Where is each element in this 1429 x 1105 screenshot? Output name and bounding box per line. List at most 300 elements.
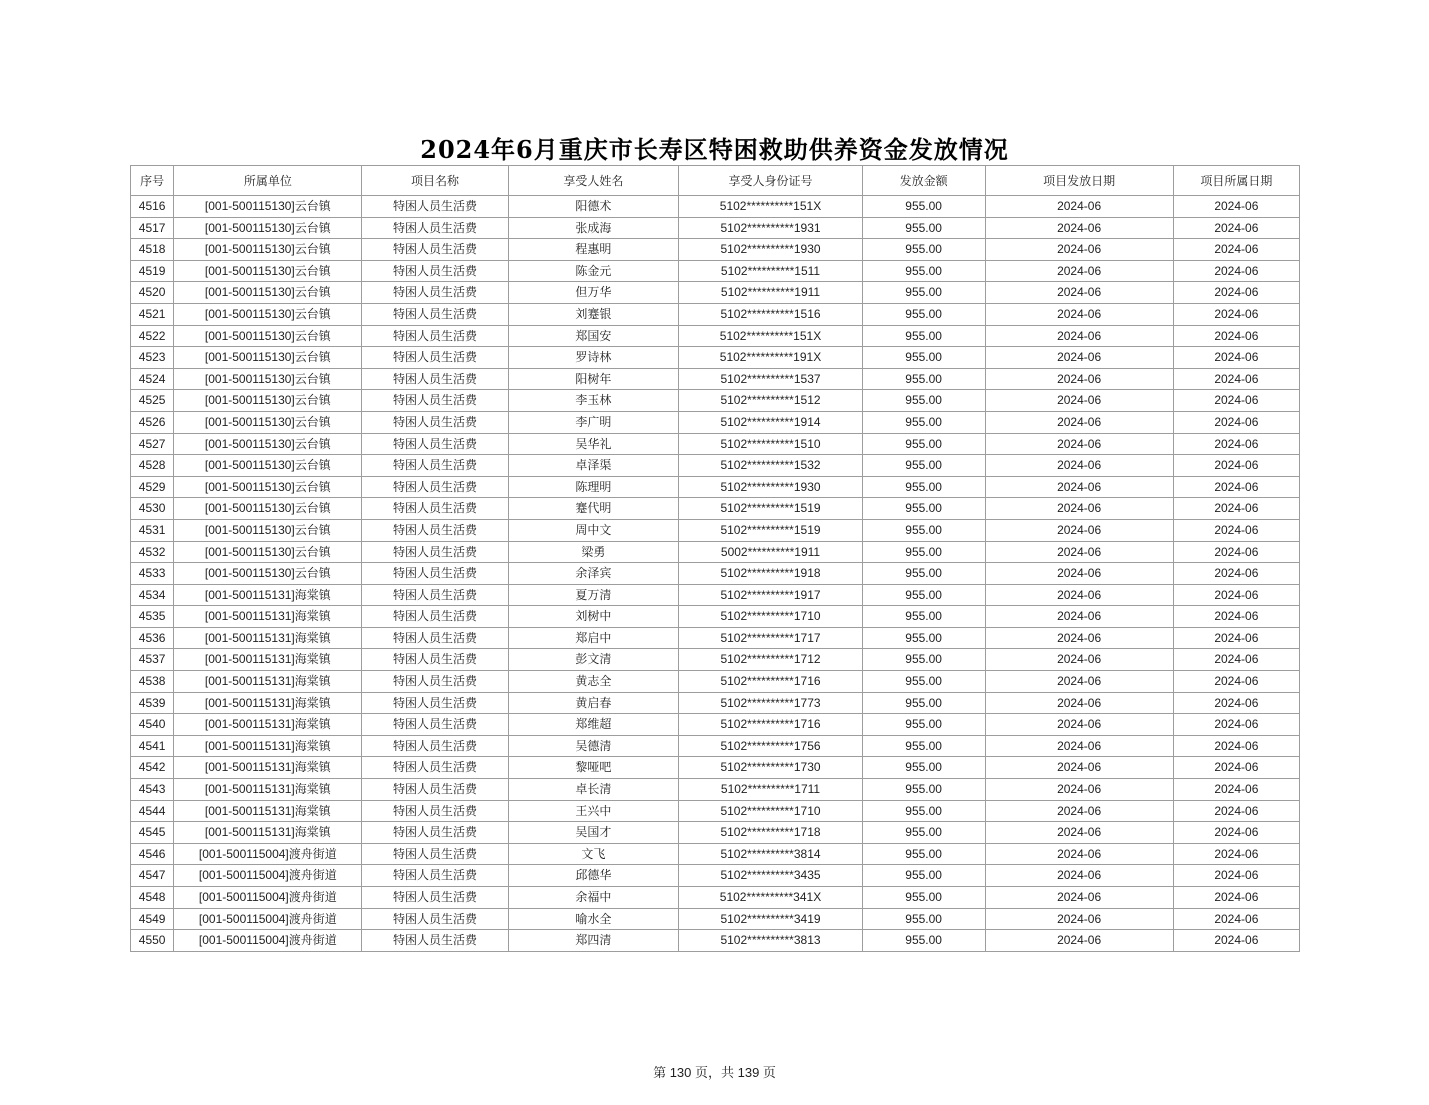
cell-name: 吴华礼 — [508, 433, 679, 455]
cell-issue-date: 2024-06 — [985, 563, 1173, 585]
cell-issue-date: 2024-06 — [985, 498, 1173, 520]
table-row — [131, 606, 1300, 628]
cell-issue-date: 2024-06 — [985, 347, 1173, 369]
data-table — [130, 165, 1300, 952]
cell-serial: 4530 — [131, 498, 174, 520]
cell-unit: [001-500115130]云台镇 — [174, 498, 362, 520]
cell-period-date: 2024-06 — [1173, 800, 1299, 822]
cell-issue-date: 2024-06 — [985, 411, 1173, 433]
cell-name: 郑四清 — [508, 930, 679, 952]
cell-id: 5102**********341X — [679, 887, 863, 909]
cell-period-date: 2024-06 — [1173, 368, 1299, 390]
table-row — [131, 303, 1300, 325]
table-row — [131, 196, 1300, 218]
cell-name: 蹇代明 — [508, 498, 679, 520]
cell-period-date: 2024-06 — [1173, 239, 1299, 261]
cell-name: 阳树年 — [508, 368, 679, 390]
cell-period-date: 2024-06 — [1173, 735, 1299, 757]
cell-unit: [001-500115130]云台镇 — [174, 303, 362, 325]
cell-project: 特困人员生活费 — [362, 303, 508, 325]
cell-unit: [001-500115130]云台镇 — [174, 217, 362, 239]
cell-issue-date: 2024-06 — [985, 908, 1173, 930]
cell-id: 5102**********1711 — [679, 779, 863, 801]
cell-issue-date: 2024-06 — [985, 692, 1173, 714]
cell-serial: 4549 — [131, 908, 174, 930]
cell-unit: [001-500115130]云台镇 — [174, 476, 362, 498]
cell-name: 程惠明 — [508, 239, 679, 261]
table-row — [131, 411, 1300, 433]
table-row — [131, 239, 1300, 261]
cell-serial: 4544 — [131, 800, 174, 822]
table-row — [131, 627, 1300, 649]
cell-period-date: 2024-06 — [1173, 282, 1299, 304]
cell-serial: 4541 — [131, 735, 174, 757]
table-row — [131, 887, 1300, 909]
cell-id: 5102**********1911 — [679, 282, 863, 304]
column-header-serial: 序号 — [131, 166, 174, 196]
cell-name: 喻水全 — [508, 908, 679, 930]
cell-amount: 955.00 — [862, 865, 985, 887]
cell-project: 特困人员生活费 — [362, 865, 508, 887]
cell-amount: 955.00 — [862, 671, 985, 693]
cell-amount: 955.00 — [862, 303, 985, 325]
cell-name: 李广明 — [508, 411, 679, 433]
cell-serial: 4538 — [131, 671, 174, 693]
cell-name: 阳德术 — [508, 196, 679, 218]
cell-project: 特困人员生活费 — [362, 196, 508, 218]
cell-serial: 4532 — [131, 541, 174, 563]
cell-period-date: 2024-06 — [1173, 692, 1299, 714]
cell-unit: [001-500115004]渡舟街道 — [174, 908, 362, 930]
cell-id: 5102**********151X — [679, 196, 863, 218]
cell-serial: 4521 — [131, 303, 174, 325]
cell-amount: 955.00 — [862, 239, 985, 261]
cell-unit: [001-500115004]渡舟街道 — [174, 930, 362, 952]
cell-serial: 4537 — [131, 649, 174, 671]
cell-id: 5102**********3419 — [679, 908, 863, 930]
cell-serial: 4547 — [131, 865, 174, 887]
cell-period-date: 2024-06 — [1173, 455, 1299, 477]
cell-unit: [001-500115130]云台镇 — [174, 368, 362, 390]
cell-unit: [001-500115130]云台镇 — [174, 390, 362, 412]
cell-amount: 955.00 — [862, 930, 985, 952]
cell-issue-date: 2024-06 — [985, 843, 1173, 865]
table-row — [131, 930, 1300, 952]
cell-unit: [001-500115130]云台镇 — [174, 196, 362, 218]
cell-serial: 4536 — [131, 627, 174, 649]
cell-serial: 4520 — [131, 282, 174, 304]
cell-period-date: 2024-06 — [1173, 649, 1299, 671]
cell-project: 特困人员生活费 — [362, 584, 508, 606]
cell-unit: [001-500115131]海棠镇 — [174, 757, 362, 779]
cell-amount: 955.00 — [862, 887, 985, 909]
cell-project: 特困人员生活费 — [362, 757, 508, 779]
cell-name: 罗诗林 — [508, 347, 679, 369]
cell-issue-date: 2024-06 — [985, 303, 1173, 325]
cell-project: 特困人员生活费 — [362, 347, 508, 369]
cell-period-date: 2024-06 — [1173, 908, 1299, 930]
cell-serial: 4543 — [131, 779, 174, 801]
cell-project: 特困人员生活费 — [362, 239, 508, 261]
cell-id: 5102**********3813 — [679, 930, 863, 952]
cell-period-date: 2024-06 — [1173, 930, 1299, 952]
cell-unit: [001-500115131]海棠镇 — [174, 584, 362, 606]
table-row — [131, 800, 1300, 822]
cell-project: 特困人员生活费 — [362, 476, 508, 498]
cell-name: 黎哑吧 — [508, 757, 679, 779]
cell-serial: 4533 — [131, 563, 174, 585]
cell-unit: [001-500115130]云台镇 — [174, 519, 362, 541]
cell-project: 特困人员生活费 — [362, 822, 508, 844]
cell-issue-date: 2024-06 — [985, 476, 1173, 498]
cell-issue-date: 2024-06 — [985, 217, 1173, 239]
cell-name: 卓泽渠 — [508, 455, 679, 477]
cell-serial: 4542 — [131, 757, 174, 779]
cell-unit: [001-500115131]海棠镇 — [174, 822, 362, 844]
cell-serial: 4523 — [131, 347, 174, 369]
cell-issue-date: 2024-06 — [985, 714, 1173, 736]
table-row — [131, 217, 1300, 239]
cell-name: 刘树中 — [508, 606, 679, 628]
cell-period-date: 2024-06 — [1173, 887, 1299, 909]
cell-name: 卓长清 — [508, 779, 679, 801]
cell-serial: 4545 — [131, 822, 174, 844]
cell-name: 吴国才 — [508, 822, 679, 844]
cell-project: 特困人员生活费 — [362, 908, 508, 930]
table-row — [131, 433, 1300, 455]
cell-amount: 955.00 — [862, 347, 985, 369]
cell-amount: 955.00 — [862, 217, 985, 239]
table-row — [131, 347, 1300, 369]
cell-project: 特困人员生活费 — [362, 498, 508, 520]
cell-unit: [001-500115130]云台镇 — [174, 455, 362, 477]
table-row — [131, 541, 1300, 563]
cell-amount: 955.00 — [862, 325, 985, 347]
cell-id: 5102**********1510 — [679, 433, 863, 455]
cell-serial: 4546 — [131, 843, 174, 865]
table-row — [131, 476, 1300, 498]
cell-project: 特困人员生活费 — [362, 735, 508, 757]
cell-period-date: 2024-06 — [1173, 563, 1299, 585]
cell-issue-date: 2024-06 — [985, 865, 1173, 887]
cell-period-date: 2024-06 — [1173, 779, 1299, 801]
cell-amount: 955.00 — [862, 843, 985, 865]
cell-project: 特困人员生活费 — [362, 519, 508, 541]
page-footer: 第 130 页，共 139 页 — [653, 1065, 776, 1080]
cell-project: 特困人员生活费 — [362, 606, 508, 628]
cell-name: 余泽宾 — [508, 563, 679, 585]
cell-unit: [001-500115130]云台镇 — [174, 347, 362, 369]
cell-amount: 955.00 — [862, 779, 985, 801]
cell-amount: 955.00 — [862, 757, 985, 779]
cell-project: 特困人员生活费 — [362, 411, 508, 433]
cell-serial: 4517 — [131, 217, 174, 239]
cell-id: 5102**********1716 — [679, 671, 863, 693]
cell-project: 特困人员生活费 — [362, 671, 508, 693]
cell-issue-date: 2024-06 — [985, 606, 1173, 628]
cell-issue-date: 2024-06 — [985, 887, 1173, 909]
cell-period-date: 2024-06 — [1173, 325, 1299, 347]
cell-project: 特困人员生活费 — [362, 563, 508, 585]
cell-amount: 955.00 — [862, 433, 985, 455]
cell-serial: 4519 — [131, 260, 174, 282]
cell-unit: [001-500115130]云台镇 — [174, 239, 362, 261]
cell-project: 特困人员生活费 — [362, 627, 508, 649]
cell-name: 夏万清 — [508, 584, 679, 606]
cell-name: 梁勇 — [508, 541, 679, 563]
cell-period-date: 2024-06 — [1173, 865, 1299, 887]
page-title: 2024年6月重庆市长寿区特困救助供养资金发放情况 — [420, 135, 1009, 164]
cell-issue-date: 2024-06 — [985, 519, 1173, 541]
cell-serial: 4535 — [131, 606, 174, 628]
cell-project: 特困人员生活费 — [362, 217, 508, 239]
cell-id: 5102**********1710 — [679, 800, 863, 822]
cell-unit: [001-500115131]海棠镇 — [174, 800, 362, 822]
cell-unit: [001-500115130]云台镇 — [174, 563, 362, 585]
cell-id: 5002**********1911 — [679, 541, 863, 563]
cell-period-date: 2024-06 — [1173, 217, 1299, 239]
cell-issue-date: 2024-06 — [985, 325, 1173, 347]
cell-project: 特困人员生活费 — [362, 930, 508, 952]
table-row — [131, 563, 1300, 585]
cell-id: 5102**********191X — [679, 347, 863, 369]
cell-period-date: 2024-06 — [1173, 627, 1299, 649]
cell-name: 吴德清 — [508, 735, 679, 757]
cell-issue-date: 2024-06 — [985, 671, 1173, 693]
cell-issue-date: 2024-06 — [985, 779, 1173, 801]
cell-name: 刘蹇银 — [508, 303, 679, 325]
table-row — [131, 735, 1300, 757]
cell-id: 5102**********1516 — [679, 303, 863, 325]
cell-id: 5102**********1716 — [679, 714, 863, 736]
cell-serial: 4539 — [131, 692, 174, 714]
cell-unit: [001-500115004]渡舟街道 — [174, 887, 362, 909]
cell-unit: [001-500115131]海棠镇 — [174, 714, 362, 736]
cell-period-date: 2024-06 — [1173, 260, 1299, 282]
cell-project: 特困人员生活费 — [362, 692, 508, 714]
cell-name: 郑启中 — [508, 627, 679, 649]
cell-period-date: 2024-06 — [1173, 757, 1299, 779]
cell-serial: 4550 — [131, 930, 174, 952]
cell-period-date: 2024-06 — [1173, 822, 1299, 844]
cell-issue-date: 2024-06 — [985, 390, 1173, 412]
cell-serial: 4528 — [131, 455, 174, 477]
table-row — [131, 282, 1300, 304]
cell-amount: 955.00 — [862, 368, 985, 390]
cell-period-date: 2024-06 — [1173, 196, 1299, 218]
cell-period-date: 2024-06 — [1173, 519, 1299, 541]
cell-name: 郑国安 — [508, 325, 679, 347]
cell-amount: 955.00 — [862, 735, 985, 757]
table-row — [131, 649, 1300, 671]
cell-serial: 4526 — [131, 411, 174, 433]
cell-project: 特困人员生活费 — [362, 887, 508, 909]
cell-id: 5102**********1756 — [679, 735, 863, 757]
cell-issue-date: 2024-06 — [985, 627, 1173, 649]
cell-id: 5102**********1918 — [679, 563, 863, 585]
table-row — [131, 584, 1300, 606]
table-body — [131, 196, 1300, 952]
cell-period-date: 2024-06 — [1173, 498, 1299, 520]
table-row — [131, 519, 1300, 541]
cell-issue-date: 2024-06 — [985, 196, 1173, 218]
cell-id: 5102**********1537 — [679, 368, 863, 390]
cell-issue-date: 2024-06 — [985, 649, 1173, 671]
cell-id: 5102**********1917 — [679, 584, 863, 606]
cell-id: 5102**********1710 — [679, 606, 863, 628]
cell-project: 特困人员生活费 — [362, 260, 508, 282]
cell-amount: 955.00 — [862, 584, 985, 606]
cell-period-date: 2024-06 — [1173, 411, 1299, 433]
cell-amount: 955.00 — [862, 519, 985, 541]
cell-amount: 955.00 — [862, 800, 985, 822]
cell-name: 黄启春 — [508, 692, 679, 714]
table-row — [131, 757, 1300, 779]
cell-serial: 4531 — [131, 519, 174, 541]
cell-serial: 4527 — [131, 433, 174, 455]
cell-amount: 955.00 — [862, 196, 985, 218]
column-header-issue-date: 项目发放日期 — [985, 166, 1173, 196]
cell-id: 5102**********1718 — [679, 822, 863, 844]
cell-id: 5102**********1717 — [679, 627, 863, 649]
cell-amount: 955.00 — [862, 541, 985, 563]
cell-amount: 955.00 — [862, 455, 985, 477]
cell-issue-date: 2024-06 — [985, 541, 1173, 563]
cell-unit: [001-500115004]渡舟街道 — [174, 843, 362, 865]
table-row — [131, 260, 1300, 282]
cell-id: 5102**********3435 — [679, 865, 863, 887]
cell-name: 文飞 — [508, 843, 679, 865]
cell-id: 5102**********1511 — [679, 260, 863, 282]
cell-unit: [001-500115131]海棠镇 — [174, 735, 362, 757]
cell-unit: [001-500115130]云台镇 — [174, 282, 362, 304]
cell-unit: [001-500115004]渡舟街道 — [174, 865, 362, 887]
cell-issue-date: 2024-06 — [985, 239, 1173, 261]
cell-amount: 955.00 — [862, 627, 985, 649]
cell-unit: [001-500115131]海棠镇 — [174, 606, 362, 628]
cell-id: 5102**********1930 — [679, 239, 863, 261]
cell-amount: 955.00 — [862, 606, 985, 628]
cell-period-date: 2024-06 — [1173, 714, 1299, 736]
cell-id: 5102**********1931 — [679, 217, 863, 239]
cell-unit: [001-500115131]海棠镇 — [174, 627, 362, 649]
cell-serial: 4525 — [131, 390, 174, 412]
cell-unit: [001-500115130]云台镇 — [174, 325, 362, 347]
cell-amount: 955.00 — [862, 714, 985, 736]
cell-id: 5102**********1519 — [679, 519, 863, 541]
column-header-amount: 发放金额 — [862, 166, 985, 196]
cell-project: 特困人员生活费 — [362, 368, 508, 390]
cell-issue-date: 2024-06 — [985, 584, 1173, 606]
cell-serial: 4529 — [131, 476, 174, 498]
cell-name: 郑维超 — [508, 714, 679, 736]
cell-period-date: 2024-06 — [1173, 303, 1299, 325]
table-row — [131, 671, 1300, 693]
cell-name: 彭文清 — [508, 649, 679, 671]
cell-name: 张成海 — [508, 217, 679, 239]
cell-project: 特困人员生活费 — [362, 455, 508, 477]
table-row — [131, 822, 1300, 844]
cell-amount: 955.00 — [862, 411, 985, 433]
cell-amount: 955.00 — [862, 390, 985, 412]
cell-issue-date: 2024-06 — [985, 260, 1173, 282]
cell-amount: 955.00 — [862, 649, 985, 671]
cell-amount: 955.00 — [862, 822, 985, 844]
column-header-period-date: 项目所属日期 — [1173, 166, 1299, 196]
cell-project: 特困人员生活费 — [362, 649, 508, 671]
table-row — [131, 368, 1300, 390]
cell-amount: 955.00 — [862, 692, 985, 714]
cell-project: 特困人员生活费 — [362, 325, 508, 347]
table-row — [131, 692, 1300, 714]
cell-project: 特困人员生活费 — [362, 282, 508, 304]
cell-issue-date: 2024-06 — [985, 368, 1173, 390]
cell-name: 邱德华 — [508, 865, 679, 887]
cell-serial: 4524 — [131, 368, 174, 390]
table-row — [131, 843, 1300, 865]
cell-period-date: 2024-06 — [1173, 347, 1299, 369]
cell-amount: 955.00 — [862, 260, 985, 282]
cell-issue-date: 2024-06 — [985, 282, 1173, 304]
cell-project: 特困人员生活费 — [362, 541, 508, 563]
cell-id: 5102**********1930 — [679, 476, 863, 498]
table-row — [131, 714, 1300, 736]
cell-issue-date: 2024-06 — [985, 822, 1173, 844]
cell-project: 特困人员生活费 — [362, 433, 508, 455]
cell-issue-date: 2024-06 — [985, 800, 1173, 822]
cell-project: 特困人员生活费 — [362, 390, 508, 412]
cell-period-date: 2024-06 — [1173, 843, 1299, 865]
cell-issue-date: 2024-06 — [985, 757, 1173, 779]
cell-period-date: 2024-06 — [1173, 390, 1299, 412]
cell-issue-date: 2024-06 — [985, 455, 1173, 477]
cell-name: 余福中 — [508, 887, 679, 909]
column-header-unit: 所属单位 — [174, 166, 362, 196]
cell-project: 特困人员生活费 — [362, 800, 508, 822]
cell-id: 5102**********1730 — [679, 757, 863, 779]
cell-serial: 4516 — [131, 196, 174, 218]
cell-period-date: 2024-06 — [1173, 584, 1299, 606]
cell-id: 5102**********1712 — [679, 649, 863, 671]
cell-amount: 955.00 — [862, 563, 985, 585]
cell-issue-date: 2024-06 — [985, 930, 1173, 952]
cell-period-date: 2024-06 — [1173, 671, 1299, 693]
cell-issue-date: 2024-06 — [985, 433, 1173, 455]
table-row — [131, 865, 1300, 887]
cell-period-date: 2024-06 — [1173, 541, 1299, 563]
cell-name: 李玉林 — [508, 390, 679, 412]
cell-id: 5102**********1532 — [679, 455, 863, 477]
table-row — [131, 779, 1300, 801]
cell-name: 黄志全 — [508, 671, 679, 693]
cell-amount: 955.00 — [862, 476, 985, 498]
cell-serial: 4522 — [131, 325, 174, 347]
cell-period-date: 2024-06 — [1173, 606, 1299, 628]
column-header-name: 享受人姓名 — [508, 166, 679, 196]
table-row — [131, 390, 1300, 412]
column-header-project: 项目名称 — [362, 166, 508, 196]
cell-id: 5102**********151X — [679, 325, 863, 347]
cell-period-date: 2024-06 — [1173, 476, 1299, 498]
table-row — [131, 455, 1300, 477]
cell-amount: 955.00 — [862, 282, 985, 304]
cell-unit: [001-500115131]海棠镇 — [174, 671, 362, 693]
cell-serial: 4534 — [131, 584, 174, 606]
cell-id: 5102**********3814 — [679, 843, 863, 865]
cell-unit: [001-500115130]云台镇 — [174, 541, 362, 563]
cell-id: 5102**********1773 — [679, 692, 863, 714]
cell-project: 特困人员生活费 — [362, 843, 508, 865]
